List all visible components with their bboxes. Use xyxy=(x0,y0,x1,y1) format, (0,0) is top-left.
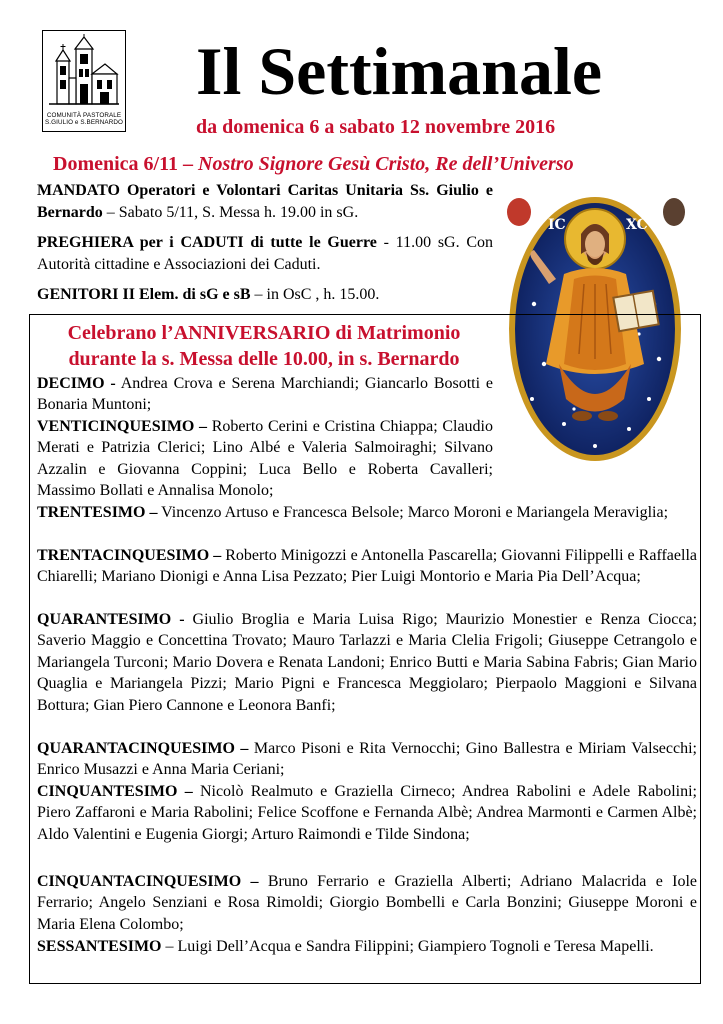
group-names: Bruno Ferrario e Graziella Alberti; Adriano Malacrida e Iole Ferrario; Angelo Senziani e Rosa Rimoldi; Giorgio Bombelli e Carla Bonzini; Giuseppe Moroni e Maria Elena Colombo; xyxy=(37,873,697,933)
group-names: Roberto Minigozzi e Antonella Pascarella; Giovanni Filippelli e Raffaella Chiarelli; Mariano Dionigi e Anna Lisa Pezzato; Pier Luigi Montorio e Maria Pia Dell’Acqua; xyxy=(37,547,698,586)
anniversary-group-30 xyxy=(37,502,697,523)
church-icon xyxy=(47,34,121,106)
anniversary-group-45 xyxy=(37,738,697,781)
notice-parents-text: – in OsC , h. 15.00. xyxy=(250,286,380,303)
group-label: QUARANTACINQUESIMO – xyxy=(37,740,249,757)
notice-caritas-title: MANDATO Operatori e Volontari Caritas Unitaria Ss. Giulio e Bernardo xyxy=(37,182,493,221)
anniversary-group-10 xyxy=(37,373,493,416)
anniversary-group-25 xyxy=(37,416,697,502)
group-names: Roberto Cerini e Cristina Chiappa; Claudio Merati e Patrizia Clerici; Lino Albé e Valeria Salmoiraghi; Silvano Azzalin e Giovanna Coppini; Luca Bello e Roberta Cavalleri; Massimo Bollati e Annalisa Monolo; xyxy=(37,418,494,500)
anniversary-group-60 xyxy=(37,936,697,957)
group-label: TRENTESIMO – xyxy=(37,504,158,521)
group-label: QUARANTESIMO - xyxy=(37,611,185,628)
notice-prayer-title: PREGHIERA per i CADUTI di tutte le Guerre xyxy=(37,234,377,251)
notice-prayer-text: - 11.00 sG. Con Autorità cittadine e Associazioni dei Caduti. xyxy=(37,234,493,273)
group-label: CINQUANTESIMO – xyxy=(37,783,193,800)
sunday-label: Domenica 6/11 – xyxy=(53,153,198,175)
anniversary-group-35 xyxy=(37,545,697,588)
date-range: da domenica 6 a sabato 12 novembre 2016 xyxy=(196,116,556,138)
group-label: TRENTACINQUESIMO – xyxy=(37,547,222,564)
notice-caritas-text: – Sabato 5/11, S. Messa h. 19.00 in sG. xyxy=(102,204,359,221)
anniversary-title xyxy=(36,320,492,372)
anniversary-group-40 xyxy=(37,609,697,716)
group-names: Nicolò Realmuto e Graziella Cirneco; Andrea Rabolini e Adele Rabolini; Piero Zaffaroni e Maria Rabolini; Felice Scoffone e Fernanda Albè; Andrea Marmonti e Carmen Albè; Aldo Valentini e Eugenia Giorgi; Arturo Raimondi e Tilde Sindona; xyxy=(37,783,697,843)
icon-letters-right: XC xyxy=(626,217,648,233)
logo-caption-line1: COMUNITÀ PASTORALE xyxy=(46,112,122,119)
anniversary-title-line1: Celebrano l’ANNIVERSARIO di Matrimonio xyxy=(67,322,461,344)
icon-letters-left: IC xyxy=(548,217,566,233)
parish-logo xyxy=(42,30,126,132)
group-label: CINQUANTACINQUESIMO – xyxy=(37,873,259,890)
notice-parents-title: GENITORI II Elem. di sG e sB xyxy=(37,286,251,303)
anniversary-group-55 xyxy=(37,871,697,935)
group-label: DECIMO - xyxy=(37,375,116,392)
group-names: Giulio Broglia e Maria Luisa Rigo; Maurizio Monestier e Renza Ciocca; Saverio Maggio e Concettina Trovato; Mauro Tarlazzi e Maria Clelia Frigoli; Giuseppe Cetrangolo e Mariangela Turconi; Mario Dovera e Renata Landoni; Enrico Butti e Maria Sabina Fabris; Gian Mario Quaglia e Mariangela Pizzi; Mario Pigni e Francesca Meggiolaro; Pierpaolo Maggioni e Silvana Bottura; Gian Piero Cannone e Leonora Banfi; xyxy=(37,611,698,714)
group-names: Vincenzo Artuso e Francesca Belsole; Marco Moroni e Mariangela Meraviglia; xyxy=(157,504,669,521)
group-names: – Luigi Dell’Acqua e Sandra Filippini; Giampiero Tognoli e Teresa Mapelli. xyxy=(161,938,654,955)
group-label: SESSANTESIMO xyxy=(37,938,162,955)
anniversary-group-50 xyxy=(37,781,697,845)
group-names: Andrea Crova e Serena Marchiandi; Giancarlo Bosotti e Bonaria Muntoni; xyxy=(37,375,494,414)
logo-caption-line2: S.GIULIO e S.BERNARDO xyxy=(44,119,124,126)
newsletter-title: Il Settimanale xyxy=(196,33,603,109)
notice-prayer xyxy=(37,232,493,276)
notice-caritas xyxy=(37,180,493,224)
anniversary-title-line2: durante la s. Messa delle 10.00, in s. Bernardo xyxy=(68,348,460,370)
notice-parents xyxy=(37,284,493,306)
group-label: VENTICINQUESIMO – xyxy=(37,418,208,435)
sunday-feast: Nostro Signore Gesù Cristo, Re dell’Universo xyxy=(198,153,574,175)
sunday-heading xyxy=(53,151,574,177)
group-names: Marco Pisoni e Rita Vernocchi; Gino Ballestra e Miriam Valsecchi; Enrico Musazzi e Anna Maria Ceriani; xyxy=(37,740,697,779)
